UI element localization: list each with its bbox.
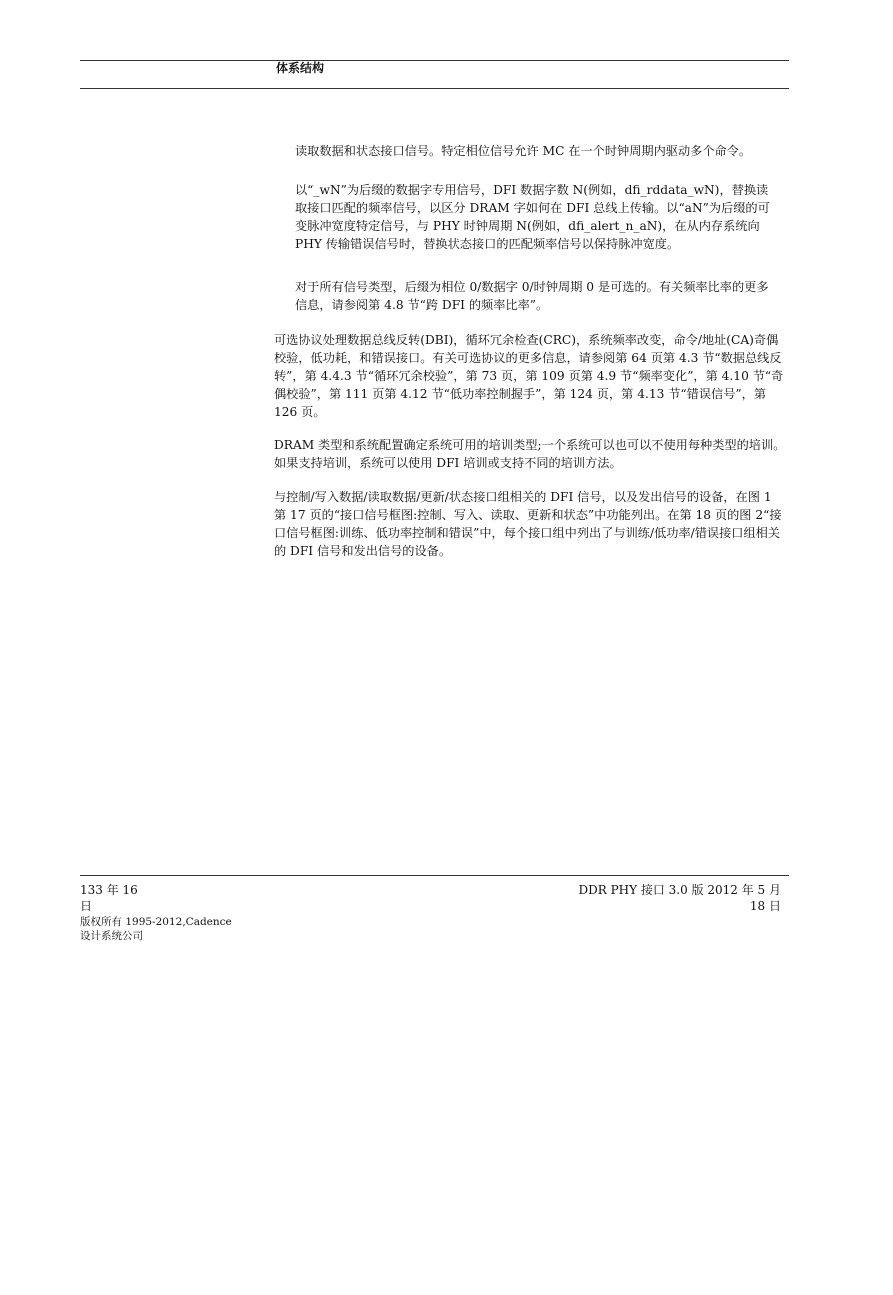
footer-copyright-line1: 版权所有 1995-2012,Cadence	[80, 916, 232, 928]
footer-page-number	[80, 882, 138, 914]
footer-page-line1: 133 年 16	[80, 883, 138, 897]
paragraph-dfi-signal-groups: 与控制/写入数据/读取数据/更新/状态接口组相关的 DFI 信号，以及发出信号的设备，在图 1 第 17 页的“接口信号框图:控制、写入、读取、更新和状态”中功能列出。在第 18 页的图 2“接口信号框图:训练、低功率控制和错误”中，每个接口组中列出了与训练/低功率/错误接口组相关的 DFI 信号和发出信号的设备。	[274, 490, 782, 558]
header-top-rule	[80, 60, 789, 61]
footer-rule	[80, 875, 789, 876]
footer-doc-line2: 18 日	[749, 899, 781, 913]
paragraph-training-types: DRAM 类型和系统配置确定系统可用的培训类型;一个系统可以也可以不使用每种类型的培训。如果支持培训，系统可以使用 DFI 培训或支持不同的培训方法。	[274, 438, 786, 470]
paragraph-read-signals: 读取数据和状态接口信号。特定相位信号允许 MC 在一个时钟周期内驱动多个命令。	[295, 144, 752, 158]
footer-copyright	[80, 915, 232, 943]
paragraph-optional-suffix: 对于所有信号类型，后缀为相位 0/数据字 0/时钟周期 0 是可选的。有关频率比率的更多信息，请参阅第 4.8 节“跨 DFI 的频率比率”。	[295, 280, 769, 312]
paragraph-optional-protocols: 可选协议处理数据总线反转(DBI)，循环冗余检查(CRC)，系统频率改变，命令/地址(CA)奇偶校验，低功耗，和错误接口。有关可选协议的更多信息，请参阅第 64 页第 4.3 节“数据总线反转”，第 4.4.3 节“循环冗余校验”，第 73 页，第 109 页第 4.9 节“频率变化”，第 4.10 节“奇偶校验”，第 111 页第 4.12 节“低功率控制握手”，第 124 页，第 4.13 节“错误信号”，第 126 页。	[274, 333, 784, 419]
footer-doc-line1: DDR PHY 接口 3.0 版 2012 年 5 月	[578, 883, 781, 897]
header-bottom-rule	[80, 88, 789, 89]
section-title: 体系结构	[276, 61, 325, 75]
paragraph-suffix-signals: 以“_wN”为后缀的数据字专用信号，DFI 数据字数 N(例如，dfi_rddata_wN)，替换读取接口匹配的频率信号，以区分 DRAM 字如何在 DFI 总线上传输。以“aN”为后缀的可变脉冲宽度特定信号，与 PHY 时钟周期 N(例如，dfi_alert_n_aN)，在从内存系统向 PHY 传输错误信号时，替换状态接口的匹配频率信号以保持脉冲宽度。	[295, 183, 770, 251]
footer-doc-title	[578, 882, 781, 914]
footer-copyright-line2: 设计系统公司	[80, 930, 143, 942]
footer-page-line2: 日	[80, 899, 93, 913]
